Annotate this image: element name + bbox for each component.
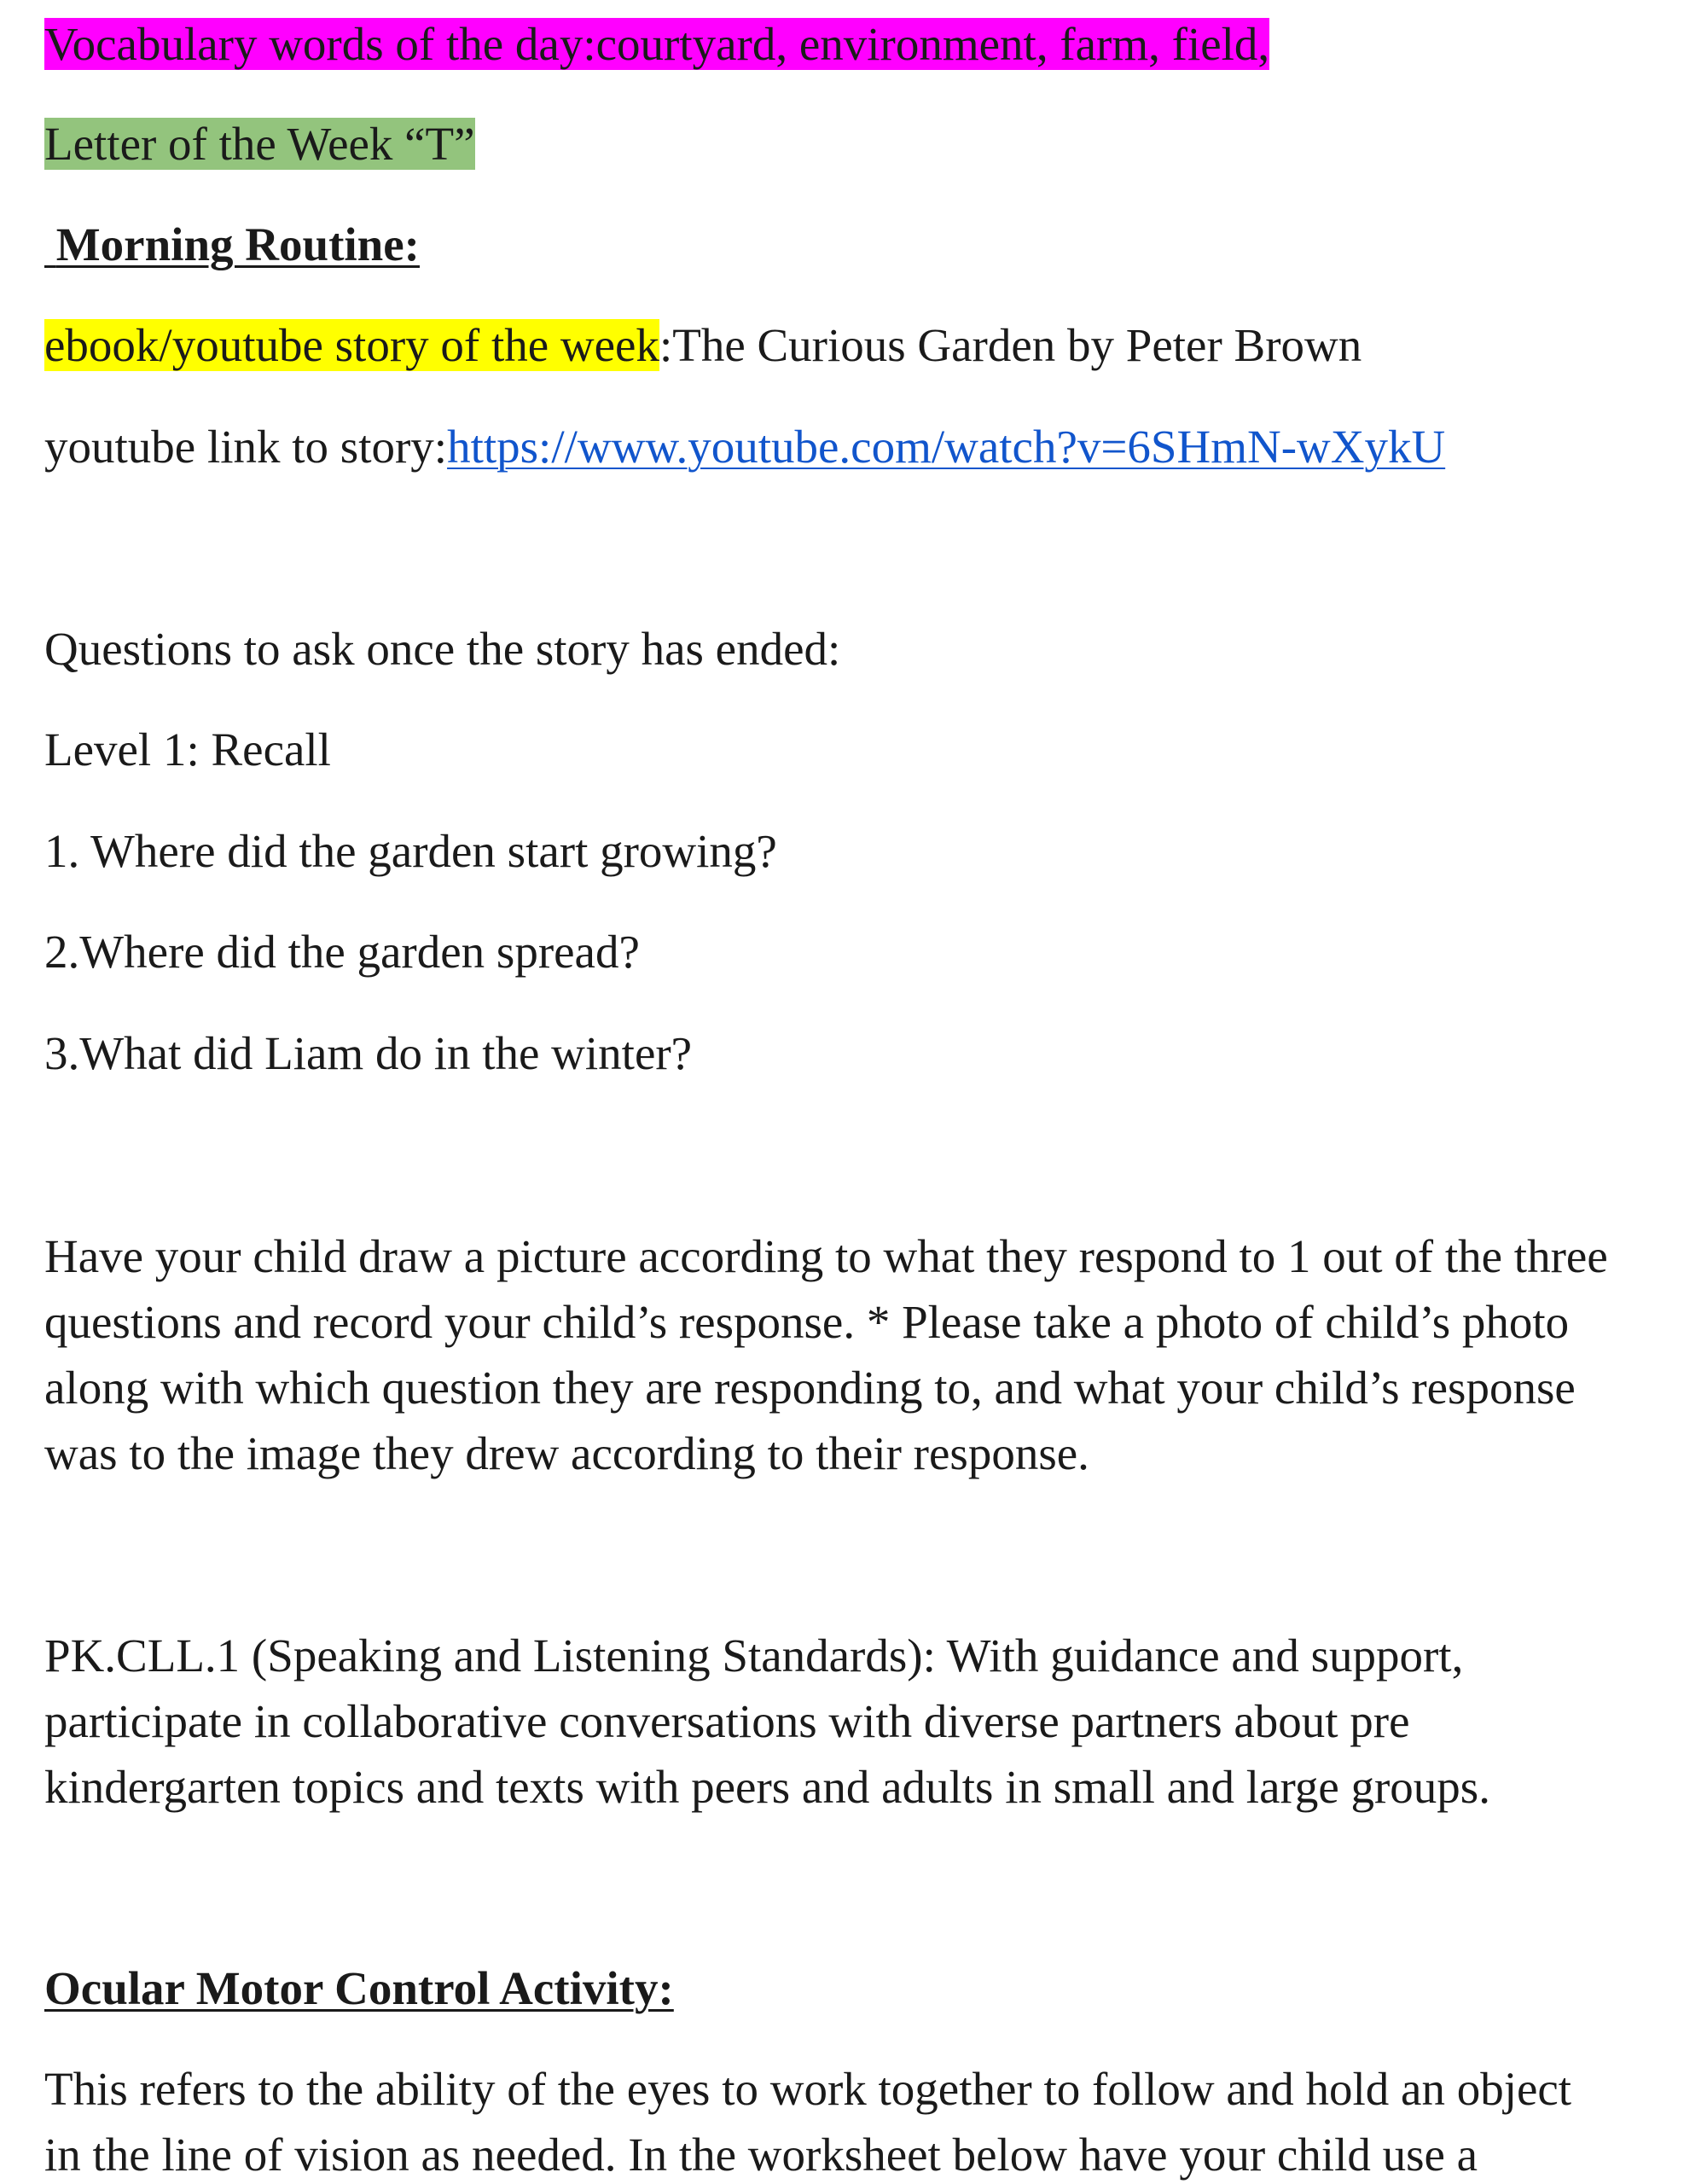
paragraph-line: kindergarten topics and texts with peers and adults in small and large groups. (44, 1761, 1490, 1813)
level-heading: Level 1: Recall (44, 723, 331, 775)
paragraph-line: Have your child draw a picture according to what they respond to 1 out of the three (44, 1230, 1608, 1282)
paragraph-line: PK.CLL.1 (Speaking and Listening Standards): With guidance and support, (44, 1629, 1464, 1682)
story-label: ebook/youtube story of the week (44, 319, 659, 371)
vocabulary-label: Vocabulary words of the day: (44, 18, 596, 70)
paragraph-line: questions and record your child’s response. * Please take a photo of child’s photo (44, 1296, 1570, 1348)
youtube-link[interactable]: https://www.youtube.com/watch?v=6SHmN-wXykU (447, 421, 1446, 473)
youtube-link-label: youtube link to story: (44, 421, 448, 473)
question-item: 1. Where did the garden start growing? (44, 825, 777, 877)
ocular-heading-line (44, 1956, 674, 2021)
morning-routine-heading: Morning Routine: (55, 218, 420, 270)
paragraph-line: in the line of vision as needed. In the worksheet below have your child use a (44, 2129, 1478, 2181)
youtube-link-line (44, 415, 1445, 479)
vocabulary-line (44, 12, 1269, 77)
paragraph-line: was to the image they drew according to their response. (44, 1427, 1089, 1479)
morning-routine-line (44, 212, 420, 277)
ocular-text (44, 2056, 1665, 2184)
paragraph-line: along with which question they are responding to, and what your child’s response (44, 1362, 1576, 1414)
letter-of-week-line (44, 112, 475, 177)
vocabulary-highlight (44, 18, 1269, 70)
vocabulary-words: courtyard, environment, farm, field, (595, 18, 1270, 70)
story-title: :The Curious Garden by Peter Brown (659, 319, 1362, 371)
question-item: 2.Where did the garden spread? (44, 926, 640, 978)
standard-text (44, 1623, 1665, 1820)
question-item: 3.What did Liam do in the winter? (44, 1027, 693, 1079)
questions-intro: Questions to ask once the story has ended: (44, 623, 841, 675)
paragraph-line: participate in collaborative conversations with diverse partners about pre (44, 1695, 1410, 1747)
ocular-heading: Ocular Motor Control Activity: (44, 1962, 674, 2014)
drawing-instructions (44, 1223, 1665, 1486)
paragraph-line: This refers to the ability of the eyes to work together to follow and hold an object (44, 2063, 1572, 2115)
story-line (44, 313, 1362, 378)
letter-of-week: Letter of the Week “T” (44, 118, 475, 170)
